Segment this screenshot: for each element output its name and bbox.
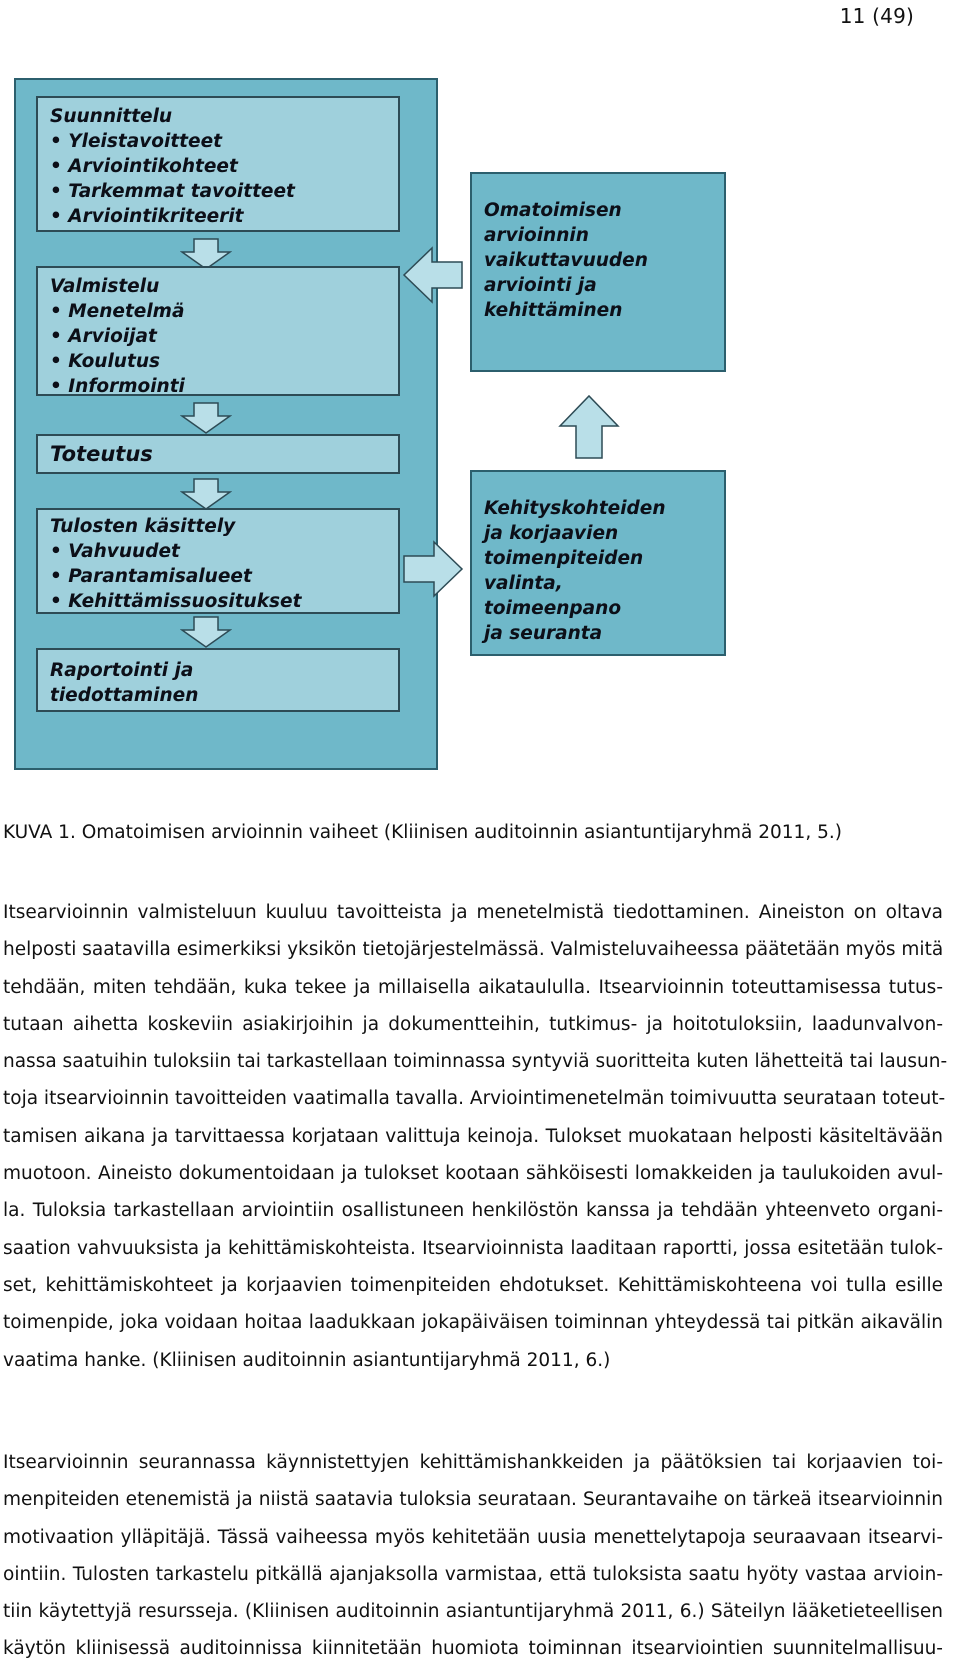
side-line: valinta, <box>484 573 563 594</box>
box-title: Suunnittelu <box>50 106 173 127</box>
side-line: arvioinnin <box>484 225 589 246</box>
text-line: tehdään, miten tehdään, kuka tekee ja millaisella aikataululla. Itsearvioinnin toteuttamisessa tutus- <box>3 976 943 998</box>
text-line: toja itsearvioinnin tavoitteiden vaatimalla tavalla. Arviointimenetelmän toimivuutta seurataan toteut- <box>3 1088 946 1110</box>
box-title: Raportointi ja <box>50 660 194 681</box>
text-line: ointiin. Tulosten tarkastelu pitkällä ajanjaksolla varmistaa, että tuloksista saatu hyöty vastaa arvioin- <box>3 1563 943 1585</box>
body-paragraph-1 <box>3 894 948 1379</box>
side-line: Kehityskohteiden <box>484 498 666 519</box>
box-kehityskohteet <box>470 470 726 656</box>
box-tulosten-kasittely <box>36 508 400 614</box>
text-line: saation vahvuuksista ja kehittämiskohteista. Itsearvioinnista laaditaan raportti, jossa esitetään tulok- <box>3 1237 943 1259</box>
text-line: set, kehittämiskohteet ja korjaavien toimenpiteiden ehdotukset. Kehittämiskohteena voi tulla esille <box>3 1274 943 1296</box>
text-line: tutaan aihetta koskeviin asiakirjoihin ja dokumentteihin, tutkimus- ja hoitotuloksiin, laadunvalvon- <box>3 1013 943 1035</box>
box-item: • Arvioijat <box>50 324 386 349</box>
text-line: toimenpide, joka voidaan hoitaa laadukkaan jokapäiväisen toiminnan yhteydessä tai pitkän aikavälin <box>3 1312 943 1334</box>
left-arrow-icon <box>402 246 464 304</box>
text-line: menpiteiden etenemistä ja niistä saatavia tuloksia seurataan. Seurantavaihe on tärkeä itsearvioinnin <box>3 1489 943 1511</box>
box-item: • Vahvuudet <box>50 539 386 564</box>
down-arrow-icon <box>180 616 232 648</box>
up-arrow-icon <box>558 394 620 460</box>
box-title: Tulosten käsittely <box>50 516 236 537</box>
side-line: Omatoimisen <box>484 200 622 221</box>
box-item: • Yleistavoitteet <box>50 129 386 154</box>
side-line: ja seuranta <box>484 623 603 644</box>
side-line: ja korjaavien <box>484 523 619 544</box>
box-vaikuttavuus <box>470 172 726 372</box>
box-item: • Arviointikohteet <box>50 154 386 179</box>
box-item: • Parantamisalueet <box>50 564 386 589</box>
side-line: toimenpiteiden <box>484 548 644 569</box>
box-item: • Menetelmä <box>50 299 386 324</box>
box-item: • Informointi <box>50 374 386 399</box>
box-item: • Koulutus <box>50 349 386 374</box>
text-line: helposti saatavilla esimerkiksi yksikön tietojärjestelmässä. Valmisteluvaiheessa päätetään myös mitä <box>3 939 944 961</box>
text-line: nassa saatuihin tuloksiin tai tarkastellaan toiminnassa syntyviä suoritteita kuten lähetteitä tai lausun- <box>3 1051 948 1073</box>
page-number: 11 (49) <box>839 4 914 28</box>
box-title: Toteutus <box>50 442 153 466</box>
text-line: la. Tuloksia tarkastellaan arviointiin osallistuneen henkilöstön kanssa ja tehdään yhteenveto organi- <box>3 1200 943 1222</box>
text-line: käytön kliinisessä auditoinnissa kiinnitetään huomiota toiminnan itsearviointien suunnitelmallisuu- <box>3 1638 943 1660</box>
box-item: • Tarkemmat tavoitteet <box>50 179 386 204</box>
text-line: Itsearvioinnin seurannassa käynnistettyjen kehittämishankkeiden ja päätöksien tai korjaavien toi- <box>3 1452 943 1473</box>
text-line: vaatima hanke. (Kliinisen auditoinnin asiantuntijaryhmä 2011, 6.) <box>3 1349 611 1371</box>
box-valmistelu <box>36 266 400 396</box>
text-line: motivaation ylläpitäjä. Tässä vaiheessa myös kehitetään uusia menettelytapoja seuraavaan itsearvi- <box>3 1526 943 1548</box>
box-title: Valmistelu <box>50 276 160 297</box>
side-line: toimeenpano <box>484 598 622 619</box>
text-line: tiin käytettyjä resursseja. (Kliinisen auditoinnin asiantuntijaryhmä 2011, 6.) Säteilyn lääketieteellisen <box>3 1601 943 1623</box>
side-line: arviointi ja <box>484 275 597 296</box>
body-paragraph-2 <box>3 1444 943 1668</box>
box-item: • Kehittämissuositukset <box>50 589 386 614</box>
figure-caption: KUVA 1. Omatoimisen arvioinnin vaiheet (Kliinisen auditoinnin asiantuntijaryhmä 2011, 5.) <box>3 822 842 843</box>
text-line: Itsearvioinnin valmisteluun kuuluu tavoitteista ja menetelmistä tiedottaminen. Aineiston on oltava <box>3 902 943 923</box>
right-arrow-icon <box>402 540 464 598</box>
down-arrow-icon <box>180 402 232 434</box>
process-figure <box>14 78 438 770</box>
text-line: muotoon. Aineisto dokumentoidaan ja tulokset kootaan sähköisesti lomakkeiden ja taulukoiden avul- <box>3 1163 943 1185</box>
box-item: • Arviointikriteerit <box>50 204 386 229</box>
box-raportointi <box>36 648 400 712</box>
side-line: kehittäminen <box>484 300 623 321</box>
down-arrow-icon <box>180 478 232 510</box>
text-line: tamisen aikana ja tarvittaessa korjataan valittuja keinoja. Tulokset muokataan helposti käsiteltävään <box>3 1125 943 1147</box>
box-title: tiedottaminen <box>50 685 199 706</box>
side-line: vaikuttavuuden <box>484 250 648 271</box>
box-suunnittelu <box>36 96 400 232</box>
box-toteutus <box>36 434 400 474</box>
